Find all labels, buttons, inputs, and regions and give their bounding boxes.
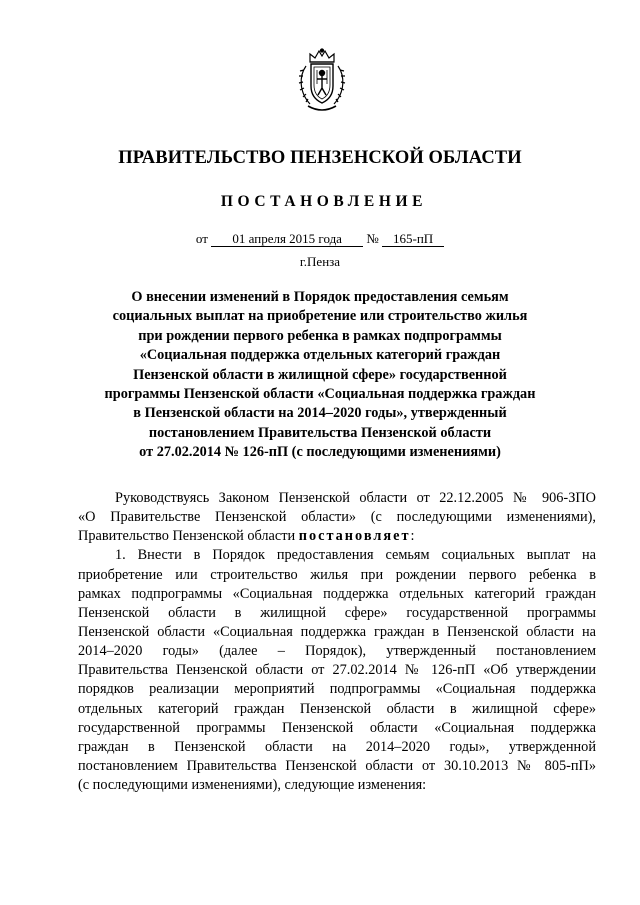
document-number: 165-пП (382, 232, 444, 247)
body-line: 1. Внести в Порядок предоставления семьям социальных выплат на (115, 547, 596, 564)
number-prefix: № (366, 231, 379, 246)
subject-line: Пензенской области в жилищной сфере» государственной (133, 366, 507, 383)
subject-line: «Социальная поддержка отдельных категорий граждан (139, 347, 501, 364)
subject-line: социальных выплат на приобретение или строительство жилья (112, 308, 528, 325)
document-subject (92, 288, 548, 463)
resolution-verb: постановляет (298, 528, 411, 545)
body-line: отдельных категорий граждан Пензенской области в жилищной сфере» (78, 700, 596, 717)
subject-line: постановлением Правительства Пензенской области (148, 424, 492, 441)
subject-line: от 27.02.2014 № 126-пП (с последующими изменениями) (139, 444, 501, 461)
body-line: Правительства Пензенской области от 27.02.2014 № 126-пП «Об утверждении (78, 662, 596, 679)
coat-of-arms-icon (296, 48, 348, 114)
date-prefix: от (195, 231, 208, 246)
subject-line: при рождении первого ребенка в рамках подпрограммы (138, 327, 502, 344)
body-line: постановлением Правительства Пензенской области от 30.10.2013 № 805-пП» (78, 757, 596, 774)
body-line: 2014–2020 годы» (далее – Порядок), утвержденный постановлением (78, 643, 596, 660)
body-text: Правительство Пензенской области (78, 528, 296, 545)
body-line: Пензенской области «Социальная поддержка граждан в Пензенской области на (78, 623, 596, 640)
body-text: : (410, 528, 415, 545)
subject-line: О внесении изменений в Порядок предоставления семьям (131, 289, 509, 305)
body-line (78, 527, 596, 546)
body-line: (с последующими изменениями), следующие изменения: (78, 777, 427, 794)
body-line: Руководствуясь Законом Пензенской области от 22.12.2005 № 906-ЗПО (115, 490, 596, 506)
body-line: государственной программы Пензенской области «Социальная поддержка (78, 719, 596, 736)
body-line: рамках подпрограммы «Социальная поддержка отдельных категорий граждан (78, 585, 596, 602)
city: г.Пенза (299, 254, 341, 269)
body-line: граждан в Пензенской области на 2014–2020 годы», утвержденной (78, 738, 596, 755)
body-line: приобретение или строительство жилья при рождении первого ребенка в (78, 566, 596, 583)
body-line: «О Правительстве Пензенской области» (с последующими изменениями), (78, 509, 596, 526)
subject-line: в Пензенской области на 2014–2020 годы», утвержденный (133, 405, 507, 422)
document-meta-line (0, 231, 640, 247)
body-line: порядков реализации мероприятий подпрограммы «Социальная поддержка (78, 681, 596, 698)
subject-line: программы Пензенской области «Социальная поддержка граждан (104, 386, 536, 403)
document-date: 01 апреля 2015 года (211, 232, 363, 247)
document-body (78, 489, 596, 795)
body-line: Пензенской области в жилищной сфере» государственной программы (78, 604, 596, 621)
document-type: ПОСТАНОВЛЕНИЕ (220, 193, 428, 210)
government-title: ПРАВИТЕЛЬСТВО ПЕНЗЕНСКОЙ ОБЛАСТИ (118, 148, 522, 168)
